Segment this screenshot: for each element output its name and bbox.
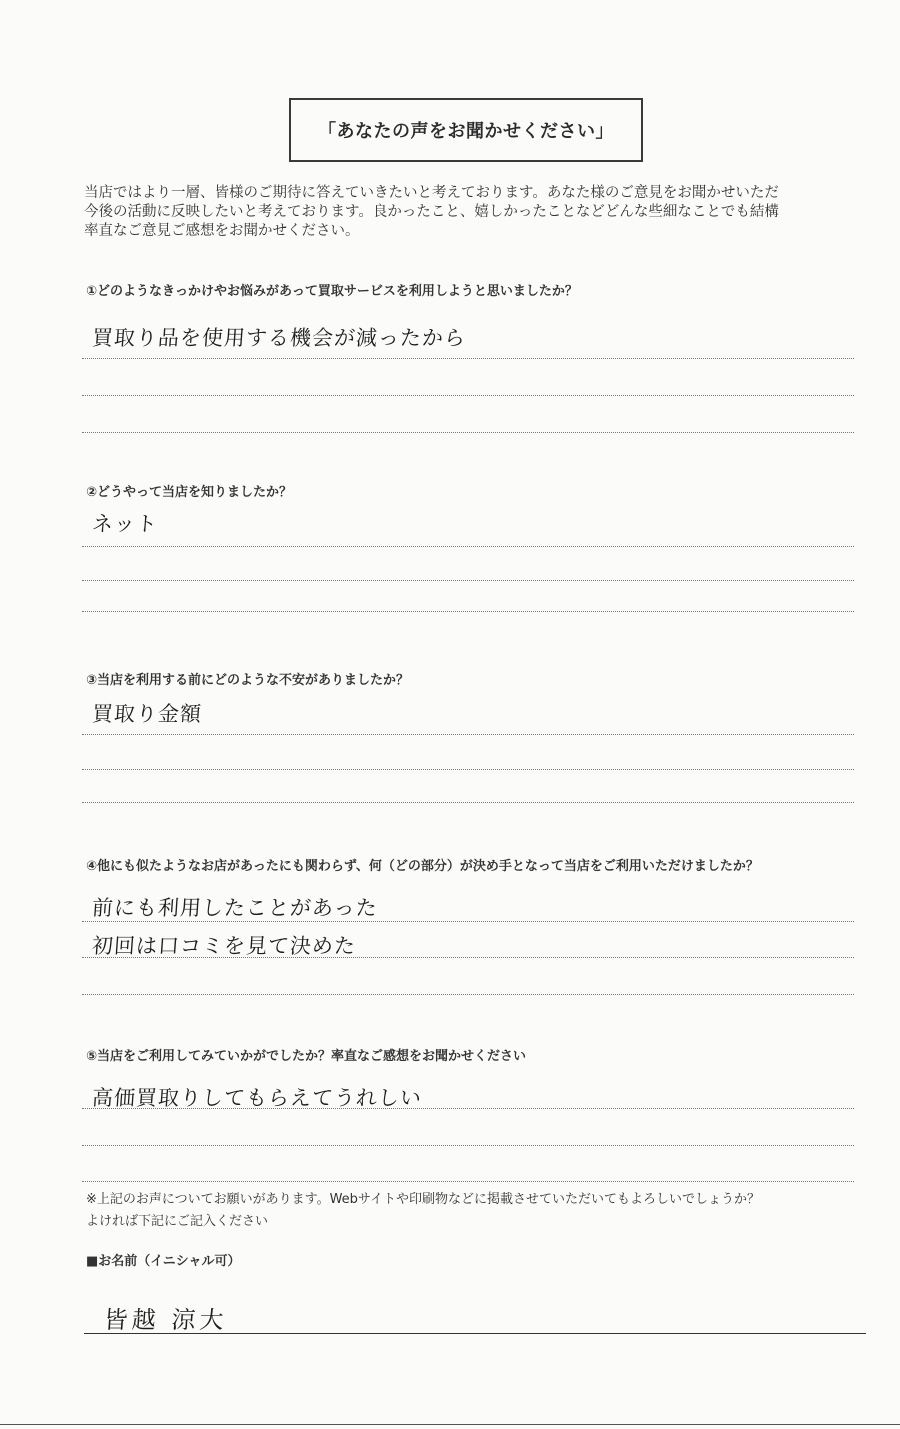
answer-rule <box>82 611 854 612</box>
answer-5-line-1: 高価買取りしてもらえてうれしい <box>91 1086 423 1110</box>
answer-rule <box>82 580 854 581</box>
question-1: ①どのようなきっかけやお悩みがあって買取サービスを利用しようと思いましたか？ <box>86 284 578 299</box>
intro-line: 今後の活動に反映したいと考えております。良かったこと、嬉しかったことなどどんな些細なことでも結構 <box>84 204 779 220</box>
answer-rule <box>82 957 854 958</box>
page-bottom-edge <box>0 1424 900 1425</box>
question-2: ②どうやって当店を知りましたか？ <box>86 485 293 500</box>
answer-rule <box>82 358 854 359</box>
survey-title: 「あなたの声をお聞かせください」 <box>289 98 643 162</box>
answer-4-line-1: 前にも利用したことがあった <box>91 896 379 920</box>
name-handwritten: 皆越 涼大 <box>102 1306 229 1334</box>
answer-rule <box>82 1145 854 1146</box>
question-4: ④他にも似たようなお店があったにも関わらず、何（どの部分）が決め手となって当店をご利用いただけましたか？ <box>86 859 759 874</box>
answer-1-line-1: 買取り品を使用する機会が減ったから <box>91 326 467 350</box>
answer-rule <box>82 769 854 770</box>
name-label: ■お名前（イニシャル可） <box>86 1254 241 1269</box>
question-3: ③当店を利用する前にどのような不安がありましたか？ <box>86 673 410 688</box>
answer-rule <box>82 1181 854 1182</box>
permission-note-line: ※上記のお声についてお願いがあります。Webサイトや印刷物などに掲載させていただいてもよろしいでしょうか？ <box>86 1192 761 1207</box>
answer-rule <box>82 802 854 803</box>
answer-4-line-2: 初回は口コミを見て決めた <box>91 934 357 958</box>
permission-note-line: よければ下記にご記入ください <box>86 1214 269 1229</box>
answer-rule <box>82 432 854 433</box>
intro-line: 当店ではより一層、皆様のご期待に答えていきたいと考えております。あなた様のご意見をお聞かせいただ <box>84 185 779 201</box>
answer-rule <box>82 921 854 922</box>
name-underline <box>84 1333 866 1334</box>
answer-rule <box>82 1108 854 1109</box>
answer-2-line-1: ネット <box>91 512 159 536</box>
intro-text <box>84 184 864 241</box>
answer-rule <box>82 395 854 396</box>
question-5: ⑤当店をご利用してみていかがでしたか？率直なご感想をお聞かせください <box>86 1049 527 1064</box>
intro-line: 率直なご意見ご感想をお聞かせください。 <box>84 223 360 239</box>
answer-3-line-1: 買取り金額 <box>91 702 203 726</box>
answer-rule <box>82 734 854 735</box>
answer-rule <box>82 994 854 995</box>
answer-rule <box>82 546 854 547</box>
